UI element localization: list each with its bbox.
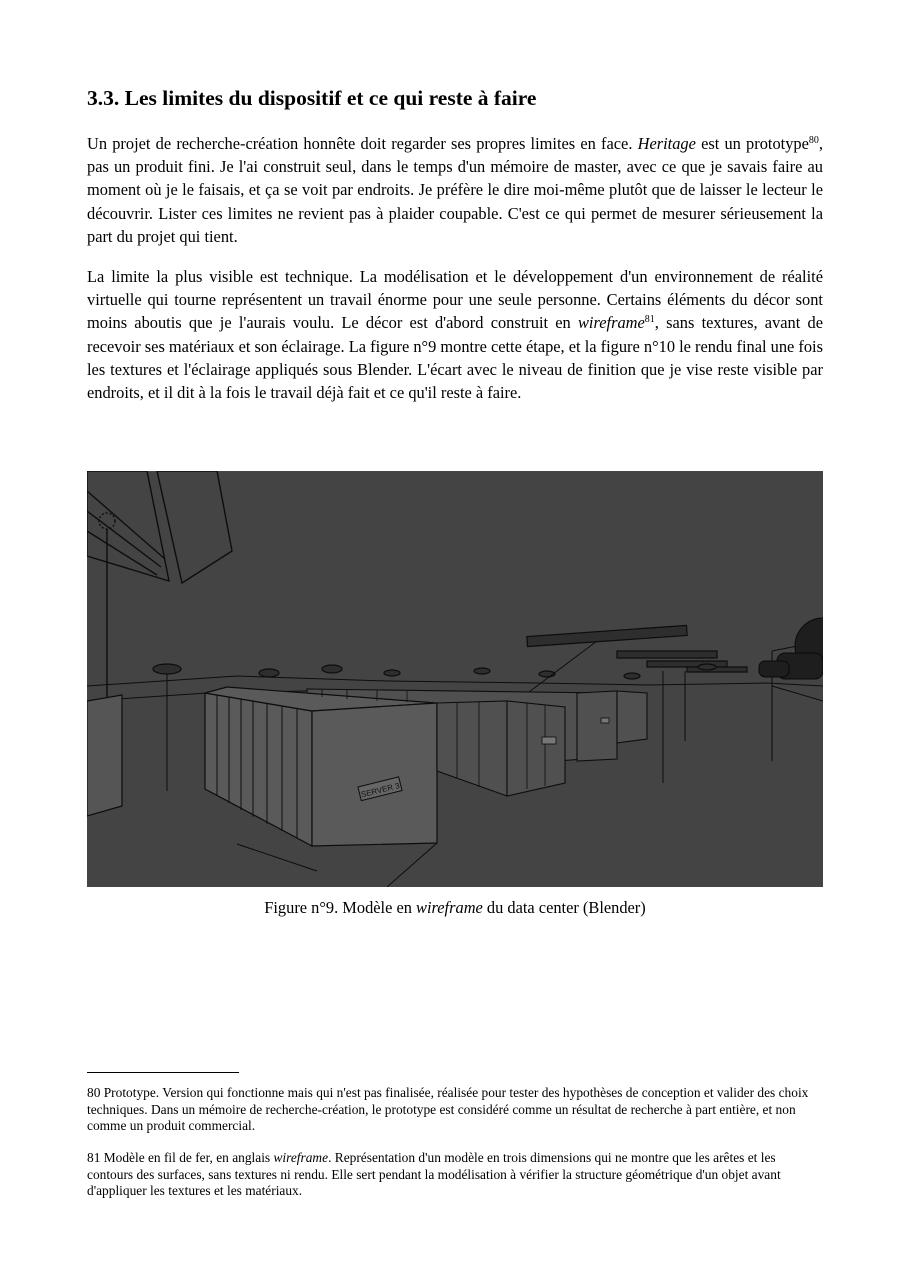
- footnote-ref-80[interactable]: 80: [808, 135, 819, 146]
- footnote-italic-term: wireframe: [273, 1150, 329, 1165]
- footnote-text: . Représentation d'un modèle en trois dimensions qui ne montre que les arêtes et les contours des surfaces, sans textures ni rendu. Elle sert pendant la modélisation à vérifier la structure géométrique d'un objet avant d'appliquer les textures et les matériaux.: [87, 1150, 781, 1198]
- caption-text: Figure n°9. Modèle en: [264, 898, 417, 917]
- footnote-ref-81[interactable]: 81: [644, 314, 655, 326]
- figure-caption: [87, 898, 823, 918]
- footnote-text: 81 Modèle en fil de fer, en anglais: [87, 1150, 274, 1165]
- footnote-separator: [87, 1072, 239, 1073]
- paragraph-text: est un prototype: [695, 134, 809, 153]
- wireframe-scene: [87, 471, 823, 887]
- wireframe-render-image: [87, 471, 823, 887]
- paragraph-text: La limite la plus visible est technique. La modélisation et le développement d'un environnement de réalité virtuelle qui tourne représentent un travail énorme pour une seule personne. Certains éléments du décor sont moins aboutis que je l'aurais voulu. Le décor est d'abord construit en: [87, 267, 823, 333]
- paragraph-limits-intro: [87, 132, 823, 248]
- paragraph-technical-limits: [87, 265, 823, 404]
- caption-italic-term: wireframe: [416, 898, 483, 917]
- italic-term: Heritage: [637, 134, 696, 153]
- paragraph-text: Un projet de recherche-création honnête doit regarder ses propres limites en face.: [87, 134, 638, 153]
- footnote-80: 80 Prototype. Version qui fonctionne mais qui n'est pas finalisée, réalisée pour tester des hypothèses de conception et valider des choix techniques. Dans un mémoire de recherche-création, le prototype est considéré comme un résultat de recherche à part entière, et non comme un produit commercial.: [87, 1085, 809, 1133]
- section-heading: 3.3. Les limites du dispositif et ce qui reste à faire: [87, 86, 537, 110]
- footnote-81: [87, 1150, 823, 1200]
- server-label: SERVER 3: [360, 781, 401, 800]
- caption-text: du data center (Blender): [482, 898, 646, 917]
- paragraph-text: , sans textures, avant de recevoir ses matériaux et son éclairage. La figure n°9 montre cette étape, et la figure n°10 le rendu final une fois les textures et l'éclairage appliqués sous Blender. L'écart avec le niveau de finition que je vise reste visible par endroits, et il dit à la fois le travail déjà fait et ce qu'il reste à faire.: [87, 313, 823, 403]
- paragraph-text: , pas un produit fini. Je l'ai construit seul, dans le temps d'un mémoire de master, avec ce que je savais faire au moment où je le faisais, et ça se voit par endroits. Je préfère le dire moi-même plutôt que de laisser le lecteur le découvrir. Lister ces limites ne revient pas à plaider coupable. C'est ce qui permet de mesurer sérieusement la part du projet qui tient.: [87, 134, 823, 246]
- italic-term: wireframe: [578, 313, 645, 333]
